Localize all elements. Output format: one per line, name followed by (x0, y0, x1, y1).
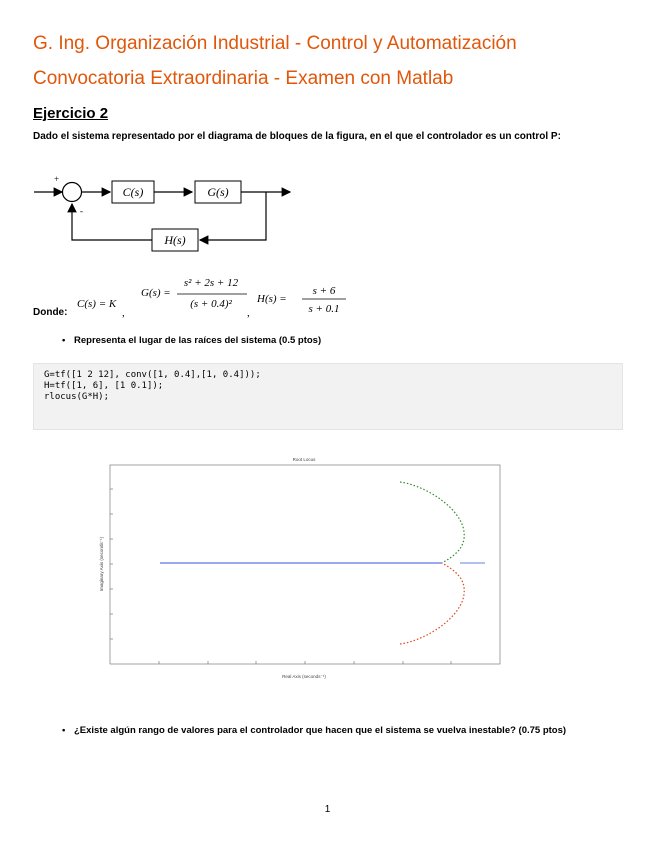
code-line: G=tf([1 2 12], conv([1, 0.4],[1, 0.4])); (44, 370, 261, 380)
plus-sign: + (54, 174, 60, 184)
eq-h-num: s + 6 (312, 285, 336, 297)
plot-title: Root Locus (292, 457, 316, 462)
eq-h-lhs: H(s) = (257, 293, 287, 305)
donde-label: Donde: (33, 307, 68, 318)
page-number: 1 (324, 804, 331, 815)
summing-junction (63, 183, 82, 202)
eq-g-den: (s + 0.4)² (190, 298, 232, 310)
root-locus-plot (98, 452, 510, 684)
question-2 (62, 724, 622, 738)
eq-g-lhs: G(s) = (141, 287, 171, 299)
plot-ylabel: Imaginary Axis (seconds⁻¹) (99, 536, 104, 592)
code-line: H=tf([1, 6], [1 0.1]); (44, 381, 164, 391)
question-2-text: ¿Existe algún rango de valores para el controlador que hacen que el sistema se vuelva inestable? (0.75 ptos) (74, 725, 567, 736)
eq-sep1: , (122, 307, 125, 319)
exam-title: Convocatoria Extraordinaria - Examen con Matlab (33, 68, 454, 89)
minus-sign: - (80, 206, 83, 216)
transfer-functions (75, 272, 375, 322)
code-line: rlocus(G*H); (44, 392, 110, 402)
block-c-label: C(s) (122, 185, 144, 199)
matlab-code-block (33, 363, 623, 430)
block-g-label: G(s) (207, 185, 229, 199)
eq-h-den: s + 0.1 (308, 303, 340, 315)
exercise-heading: Ejercicio 2 (33, 105, 109, 122)
plot-axes-box (110, 465, 500, 664)
block-h-label: H(s) (164, 233, 186, 247)
exercise-intro: Dado el sistema representado por el diagrama de bloques de la figura, en el que el controlador es un control P: (33, 131, 561, 142)
eq-sep2: , (247, 307, 250, 319)
bullet-dot: • (62, 335, 66, 346)
block-diagram (30, 170, 300, 252)
course-title: G. Ing. Organización Industrial - Control y Automatización (33, 33, 517, 54)
plot-xlabel: Real Axis (seconds⁻¹) (282, 674, 326, 679)
question-1 (62, 334, 321, 348)
feedback-return (72, 204, 152, 240)
question-1-text: Representa el lugar de las raíces del sistema (0.5 ptos) (74, 335, 322, 346)
eq-c: C(s) = K (77, 298, 117, 310)
bullet-dot: • (62, 725, 66, 736)
eq-g-num: s² + 2s + 12 (183, 277, 239, 289)
